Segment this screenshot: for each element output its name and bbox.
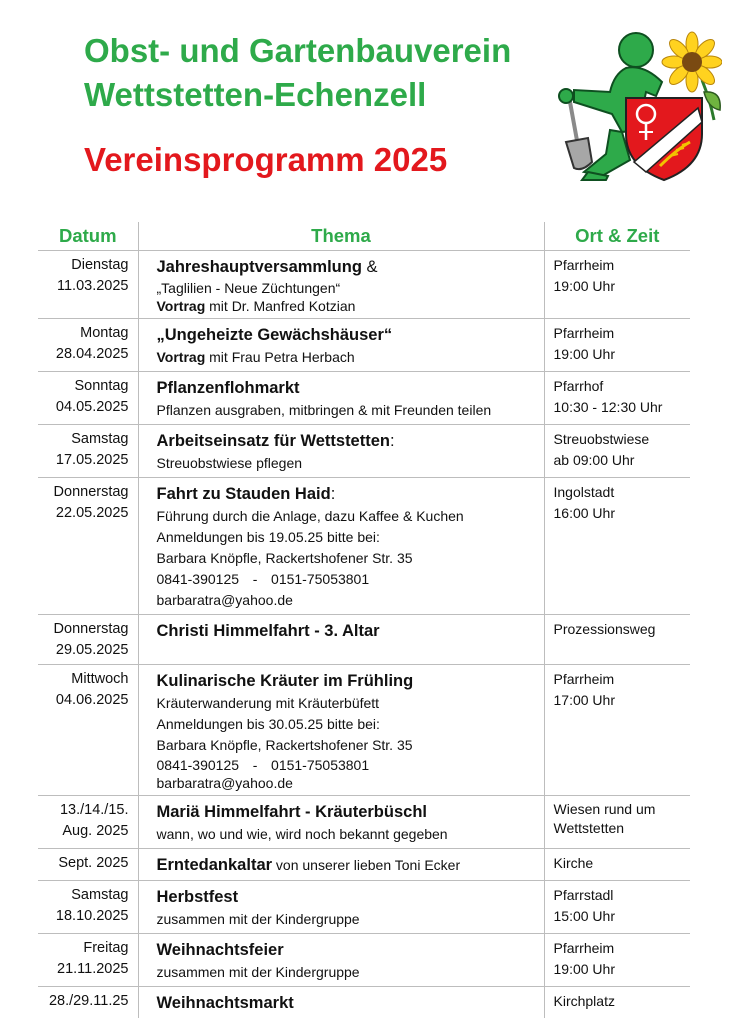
event-title-suffix: : xyxy=(330,485,336,503)
program-title: Vereinsprogramm 2025 xyxy=(84,141,448,178)
event-title: Mariä Himmelfahrt - Kräuterbüschl xyxy=(156,803,427,821)
event-weekday: Donnerstag xyxy=(53,621,129,637)
event-date-cell xyxy=(38,319,138,372)
spade-icon xyxy=(566,102,592,169)
table-row xyxy=(38,849,690,881)
event-date: 28./29.11.25 xyxy=(48,993,129,1009)
event-place-cell xyxy=(544,251,690,319)
event-weekday: Sonntag xyxy=(74,378,129,394)
event-place: Pfarrheim xyxy=(553,671,615,687)
event-date: Aug. 2025 xyxy=(62,823,129,839)
event-registration: Anmeldungen bis 19.05.25 bitte bei: xyxy=(156,529,380,545)
event-place-cell xyxy=(544,665,690,796)
column-header-date: Datum xyxy=(38,222,138,251)
event-detail: zusammen mit der Kindergruppe xyxy=(156,911,360,927)
event-date: 18.10.2025 xyxy=(55,908,129,924)
event-detail: „Taglilien - Neue Züchtungen“ xyxy=(156,280,341,296)
table-row xyxy=(38,665,690,796)
table-row xyxy=(38,796,690,849)
table-row xyxy=(38,372,690,425)
event-time: 19:00 Uhr xyxy=(553,961,615,977)
event-weekday: Donnerstag xyxy=(53,484,129,500)
event-place-cell xyxy=(544,849,690,881)
event-place-cell xyxy=(544,372,690,425)
event-title: „Ungeheizte Gewächshäuser“ xyxy=(156,326,393,344)
event-place: Kirche xyxy=(553,855,594,871)
event-phone: 0151-75053801 xyxy=(271,571,370,587)
event-theme-cell xyxy=(138,849,544,881)
event-detail: Führung durch die Anlage, dazu Kaffee & Kuchen xyxy=(156,508,464,524)
coat-of-arms-icon xyxy=(626,98,702,180)
event-detail: Pflanzen ausgraben, mitbringen & mit Freunden teilen xyxy=(156,402,492,418)
event-place: Ingolstadt xyxy=(553,484,615,500)
event-date: 17.05.2025 xyxy=(55,452,129,468)
event-place: Wiesen rund um xyxy=(553,801,656,817)
event-place: Streuobstwiese xyxy=(553,431,650,447)
event-place-cell xyxy=(544,319,690,372)
event-title: Fahrt zu Stauden Haid xyxy=(156,485,331,503)
event-weekday: Samstag xyxy=(71,887,129,903)
event-date: 04.05.2025 xyxy=(55,399,129,415)
event-place-cell xyxy=(544,987,690,1019)
event-detail-bold: Vortrag xyxy=(156,298,206,314)
event-phone-separator: - xyxy=(252,757,258,773)
event-detail: Streuobstwiese pflegen xyxy=(156,455,303,471)
event-weekday: Samstag xyxy=(71,431,129,447)
event-place: Pfarrhof xyxy=(553,378,604,394)
event-title: Jahreshauptversammlung xyxy=(156,258,362,276)
event-theme-cell xyxy=(138,615,544,665)
event-title: Christi Himmelfahrt - 3. Altar xyxy=(156,622,380,640)
event-contact: Barbara Knöpfle, Rackertshofener Str. 35 xyxy=(156,737,413,753)
event-date: 28.04.2025 xyxy=(55,346,129,362)
table-row xyxy=(38,478,690,615)
column-header-theme: Thema xyxy=(138,222,544,251)
event-time: 16:00 Uhr xyxy=(553,505,615,521)
event-place-cell xyxy=(544,934,690,987)
event-theme-cell xyxy=(138,251,544,319)
event-date-cell xyxy=(38,881,138,934)
event-place-cell xyxy=(544,425,690,478)
event-detail xyxy=(157,297,540,315)
event-email: barbaratra@yahoo.de xyxy=(156,592,293,608)
event-date-cell xyxy=(38,665,138,796)
event-detail-rest: mit Frau Petra Herbach xyxy=(205,349,355,365)
event-detail: Kräuterwanderung mit Kräuterbüfett xyxy=(156,695,380,711)
event-title: Weihnachtsmarkt xyxy=(156,994,294,1012)
event-weekday: 13./14./15. xyxy=(59,802,129,818)
event-place: Pfarrstadl xyxy=(553,887,614,903)
event-date: 11.03.2025 xyxy=(57,278,129,294)
table-header-row xyxy=(38,222,690,251)
event-title: Kulinarische Kräuter im Frühling xyxy=(156,672,414,690)
event-date-cell xyxy=(38,251,138,319)
event-place-detail: Wettstetten xyxy=(553,820,625,836)
club-name-line2: Wettstetten-Echenzell xyxy=(84,76,427,113)
gardener-logo-icon xyxy=(552,30,722,182)
event-date-cell xyxy=(38,849,138,881)
event-title: Pflanzenflohmarkt xyxy=(156,379,300,397)
event-date-cell xyxy=(38,796,138,849)
event-theme-cell xyxy=(138,425,544,478)
event-title-suffix: von unserer lieben Toni Ecker xyxy=(272,857,461,873)
event-date: 04.06.2025 xyxy=(55,692,129,708)
event-weekday: Montag xyxy=(80,325,129,341)
event-date: 29.05.2025 xyxy=(55,642,129,658)
event-theme-cell xyxy=(138,372,544,425)
event-place-cell xyxy=(544,478,690,615)
event-registration: Anmeldungen bis 30.05.25 bitte bei: xyxy=(156,716,380,732)
event-date-cell xyxy=(38,934,138,987)
event-time: 17:00 Uhr xyxy=(553,692,615,708)
event-weekday: Mittwoch xyxy=(71,671,129,687)
event-theme-cell xyxy=(138,934,544,987)
event-time: 15:00 Uhr xyxy=(553,908,615,924)
event-date-cell xyxy=(38,425,138,478)
event-title-suffix: : xyxy=(389,432,395,450)
event-place: Prozessionsweg xyxy=(553,621,656,637)
event-time: ab 09:00 Uhr xyxy=(553,452,635,468)
event-date-cell xyxy=(38,615,138,665)
event-time: 19:00 Uhr xyxy=(553,346,615,362)
club-name-line1: Obst- und Gartenbauverein xyxy=(84,32,512,69)
event-phone: 0151-75053801 xyxy=(271,757,370,773)
event-detail: zusammen mit der Kindergruppe xyxy=(156,964,360,980)
event-theme-cell xyxy=(138,665,544,796)
event-date: Sept. 2025 xyxy=(58,855,129,871)
event-detail: wann, wo und wie, wird noch bekannt gegeben xyxy=(156,826,448,842)
event-theme-cell xyxy=(138,796,544,849)
event-date-cell xyxy=(38,478,138,615)
event-title: Erntedankaltar xyxy=(156,856,273,874)
event-date: 22.05.2025 xyxy=(55,505,129,521)
event-theme-cell xyxy=(138,478,544,615)
event-detail-bold: Vortrag xyxy=(156,349,206,365)
event-title: Weihnachtsfeier xyxy=(156,941,284,959)
event-place-cell xyxy=(544,796,690,849)
event-weekday: Dienstag xyxy=(71,257,129,273)
event-date-cell xyxy=(38,987,138,1019)
event-time: 19:00 Uhr xyxy=(553,278,615,294)
event-place: Pfarrheim xyxy=(553,325,615,341)
event-detail-rest: mit Dr. Manfred Kotzian xyxy=(205,298,356,314)
table-row xyxy=(38,881,690,934)
table-row xyxy=(38,319,690,372)
event-title: Herbstfest xyxy=(156,888,239,906)
table-row xyxy=(38,251,690,319)
table-row xyxy=(38,615,690,665)
event-date: 21.11.2025 xyxy=(57,961,129,977)
event-title-suffix: & xyxy=(361,258,378,276)
event-date-cell xyxy=(38,372,138,425)
event-phone: 0841-390125 xyxy=(156,571,240,587)
table-row xyxy=(38,425,690,478)
event-place: Pfarrheim xyxy=(553,257,615,273)
event-theme-cell xyxy=(138,987,544,1019)
event-email: barbaratra@yahoo.de xyxy=(156,775,293,791)
table-row xyxy=(38,934,690,987)
column-header-place: Ort & Zeit xyxy=(544,222,690,251)
event-phone-separator: - xyxy=(252,571,258,587)
event-place: Kirchplatz xyxy=(553,993,615,1009)
event-weekday: Freitag xyxy=(83,940,129,956)
event-place-cell xyxy=(544,615,690,665)
program-table xyxy=(38,222,690,1018)
event-time: 10:30 - 12:30 Uhr xyxy=(553,399,663,415)
table-row xyxy=(38,987,690,1019)
event-place: Pfarrheim xyxy=(553,940,615,956)
event-theme-cell xyxy=(138,881,544,934)
event-title: Arbeitseinsatz für Wettstetten xyxy=(156,432,390,450)
event-place-cell xyxy=(544,881,690,934)
event-phone: 0841-390125 xyxy=(156,757,240,773)
event-theme-cell xyxy=(138,319,544,372)
event-contact: Barbara Knöpfle, Rackertshofener Str. 35 xyxy=(156,550,413,566)
